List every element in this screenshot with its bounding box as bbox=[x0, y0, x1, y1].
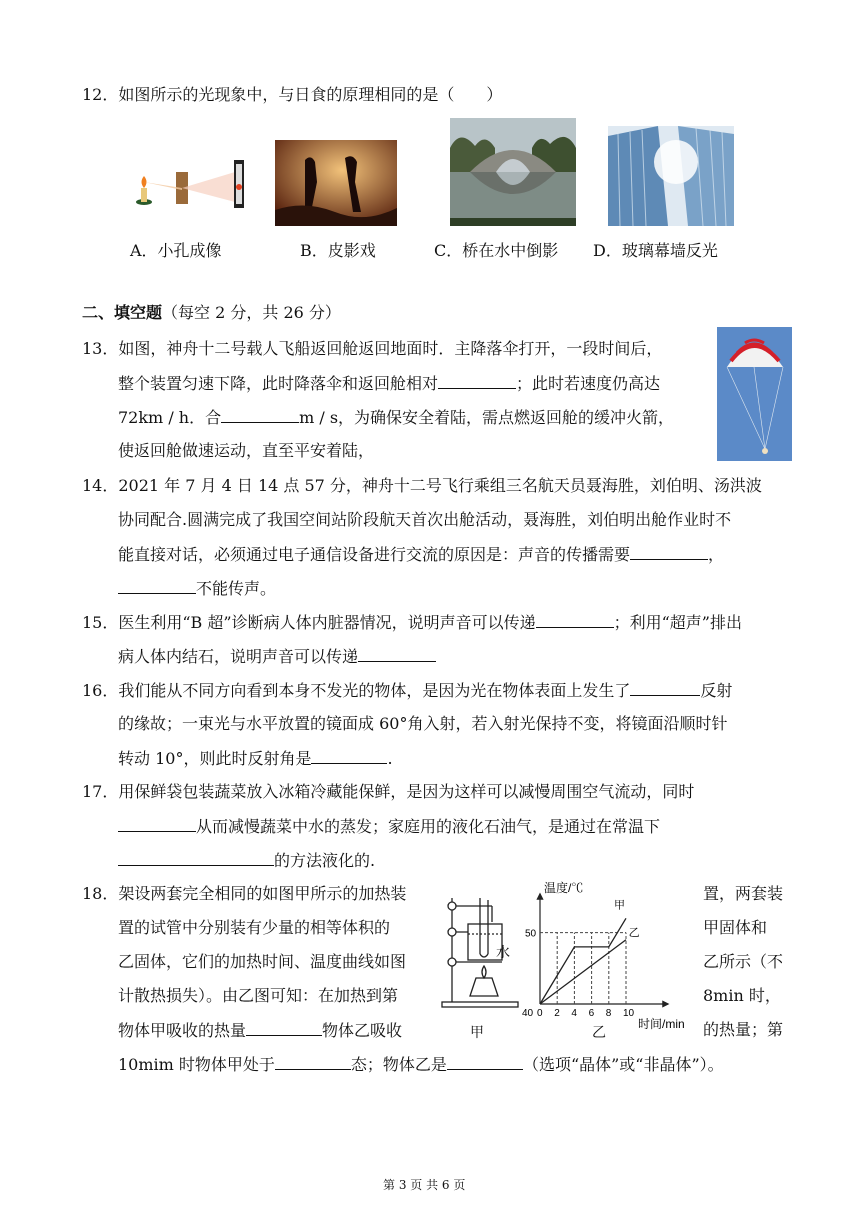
q16-text-3a: 转动 10°，则此时反射角是 bbox=[118, 749, 312, 768]
temperature-time-chart bbox=[520, 880, 700, 1030]
x-tick-label: 6 bbox=[588, 1008, 595, 1019]
q14-line2: 协同配合.圆满完成了我国空间站阶段航天首次出舱活动，聂海胜，刘伯明出舱作业时不 bbox=[118, 510, 732, 529]
q13-text-3a: 72km / h．合 bbox=[118, 408, 222, 427]
x-tick-label: 8 bbox=[605, 1008, 612, 1019]
q16-text-1b: 反射 bbox=[700, 681, 733, 700]
q18-line1b: 置，两套装 bbox=[703, 884, 784, 903]
q16-line3 bbox=[118, 747, 393, 770]
q18-line4b: 8min 时， bbox=[703, 986, 781, 1005]
q14-blank-1[interactable] bbox=[630, 543, 708, 560]
q13-text-2a: 整个装置匀速下降，此时降落伞和返回舱相对 bbox=[118, 374, 439, 393]
y-tick-label: 50 bbox=[525, 928, 537, 940]
q18-line6 bbox=[118, 1053, 724, 1076]
section-score-note: （每空 2 分，共 26 分） bbox=[162, 303, 341, 322]
q17-line1: 17．用保鲜袋包装蔬菜放入冰箱冷藏能保鲜，是因为这样可以减慢周围空气流动，同时 bbox=[82, 782, 695, 801]
q17-line2 bbox=[118, 815, 660, 838]
water-label: 水 bbox=[496, 945, 510, 961]
q18-blank-2[interactable] bbox=[275, 1053, 351, 1070]
q13-blank-2[interactable] bbox=[221, 406, 299, 423]
q14-blank-2[interactable] bbox=[118, 577, 196, 594]
q13-text-3b: m / s，为确保安全着陆，需点燃返回舱的缓冲火箭， bbox=[299, 408, 675, 427]
q16-blank-2[interactable] bbox=[311, 747, 387, 764]
q14-text-4: 不能传声。 bbox=[196, 579, 277, 598]
q13-line2 bbox=[118, 372, 660, 395]
q18-text-6a: 10mim 时物体甲处于 bbox=[118, 1055, 275, 1074]
q18-text-6b: 态；物体乙是 bbox=[350, 1055, 447, 1074]
option-c-label: C．桥在水中倒影 bbox=[434, 241, 559, 260]
q14-line3 bbox=[118, 543, 724, 566]
parachute-image bbox=[717, 327, 792, 461]
q16-blank-1[interactable] bbox=[630, 679, 700, 696]
bridge-reflection-image bbox=[450, 118, 576, 226]
q16-line1 bbox=[82, 679, 732, 702]
series-label-jia: 甲 bbox=[613, 899, 625, 912]
y-tick-label: 40 bbox=[522, 1008, 534, 1019]
q14-text-3a: 能直接对话，必须通过电子通信设备进行交流的原因是：声音的传播需要 bbox=[118, 545, 631, 564]
q17-blank-1[interactable] bbox=[118, 815, 196, 832]
q13-line1: 13．如图，神舟十二号载人飞船返回舱返回地面时．主降落伞打开，一段时间后， bbox=[82, 339, 663, 358]
q15-text-1a: 15．医生利用“B 超”诊断病人体内脏器情况，说明声音可以传递 bbox=[82, 613, 536, 632]
y-axis-label: 温度/℃ bbox=[544, 881, 584, 895]
pinhole-imaging-image bbox=[130, 150, 250, 212]
q15-blank-2[interactable] bbox=[358, 645, 436, 662]
shadow-play-image bbox=[275, 140, 397, 226]
q15-line1 bbox=[82, 611, 742, 634]
x-tick-label: 10 bbox=[623, 1008, 635, 1019]
q13-line4: 使返回舱做速运动，直至平安着陆， bbox=[118, 441, 375, 460]
figure-jia-label: 甲 bbox=[470, 1025, 484, 1041]
q14-text-3b: ， bbox=[708, 545, 725, 564]
q15-text-1b: ；利用“超声”排出 bbox=[613, 613, 742, 632]
q18-text-5b: 物体乙吸收 bbox=[322, 1021, 403, 1040]
series-line-jia bbox=[540, 918, 626, 1004]
q18-text-6c: （选项“晶体”或“非晶体”）。 bbox=[522, 1055, 724, 1074]
q18-line5a bbox=[118, 1019, 402, 1042]
q18-line2a: 置的试管中分别装有少量的相等体积的 bbox=[118, 918, 391, 937]
q15-blank-1[interactable] bbox=[536, 611, 614, 628]
x-tick-label: 0 bbox=[537, 1008, 543, 1019]
section-title: 二、填空题 bbox=[82, 303, 163, 322]
q17-text-2: 从而减慢蔬菜中水的蒸发；家庭用的液化石油气，是通过在常温下 bbox=[196, 817, 661, 836]
q13-blank-1[interactable] bbox=[438, 372, 516, 389]
figure-yi-label: 乙 bbox=[592, 1025, 606, 1041]
q18-line1a: 18．架设两套完全相同的如图甲所示的加热装 bbox=[82, 884, 407, 903]
q18-line3b: 乙所示（不 bbox=[703, 952, 784, 971]
q18-text-5a: 物体甲吸收的热量 bbox=[118, 1021, 247, 1040]
q15-line2 bbox=[118, 645, 436, 668]
q13-text-2b: ；此时若速度仍高达 bbox=[516, 374, 661, 393]
q18-line4a: 计散热损失）。由乙图可知：在加热到第 bbox=[118, 986, 399, 1005]
q16-line2: 的缘故；一束光与水平放置的镜面成 60°角入射，若入射光保持不变，将镜面沿顺时针 bbox=[118, 714, 728, 733]
section-heading bbox=[82, 302, 341, 324]
q14-line1: 14．2021 年 7 月 4 日 14 点 57 分，神舟十二号飞行乘组三名航天员聂海胜，刘伯明、汤洪波 bbox=[82, 476, 762, 495]
q17-text-3: 的方法液化的. bbox=[274, 851, 376, 870]
q16-text-1a: 16．我们能从不同方向看到本身不发光的物体，是因为光在物体表面上发生了 bbox=[82, 681, 631, 700]
q15-text-2: 病人体内结石，说明声音可以传递 bbox=[118, 647, 359, 666]
heating-apparatus-figure bbox=[440, 892, 520, 1017]
q18-blank-1[interactable] bbox=[246, 1019, 322, 1036]
x-tick-label: 4 bbox=[571, 1008, 577, 1019]
option-b-label: B．皮影戏 bbox=[300, 241, 376, 260]
x-axis-label: 时间/min bbox=[638, 1017, 685, 1030]
glass-curtain-wall-image bbox=[608, 126, 734, 226]
q18-line2b: 甲固体和 bbox=[703, 918, 768, 937]
option-a-label: A．小孔成像 bbox=[130, 241, 222, 260]
x-tick-label: 2 bbox=[554, 1008, 560, 1019]
q18-line5c: 的热量；第 bbox=[703, 1020, 784, 1039]
q18-line3a: 乙固体，它们的加热时间、温度曲线如图 bbox=[118, 952, 407, 971]
option-d-label: D．玻璃幕墙反光 bbox=[593, 241, 718, 260]
q14-line4 bbox=[118, 577, 276, 600]
q17-blank-2[interactable] bbox=[118, 849, 274, 866]
q13-line3 bbox=[118, 406, 674, 429]
series-label-yi: 乙 bbox=[628, 927, 640, 940]
series-line-yi bbox=[540, 940, 626, 1004]
q16-text-3b: . bbox=[387, 749, 393, 768]
q18-blank-3[interactable] bbox=[447, 1053, 523, 1070]
q12-stem: 12．如图所示的光现象中，与日食的原理相同的是（ ） bbox=[82, 85, 503, 104]
page-footer: 第 3 页 共 6 页 bbox=[383, 1178, 466, 1192]
q17-line3 bbox=[118, 849, 375, 872]
